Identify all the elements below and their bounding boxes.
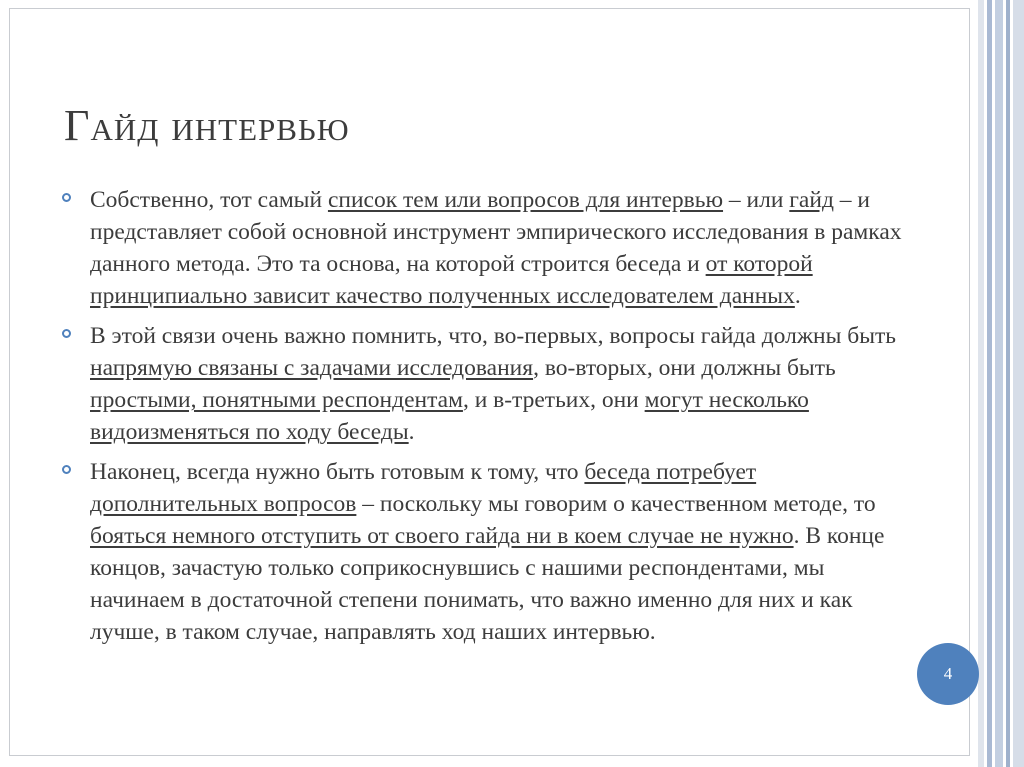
stripe — [978, 0, 984, 767]
stripe — [995, 0, 1003, 767]
bullet-item — [62, 184, 924, 312]
underlined-phrase: гайд — [789, 187, 834, 213]
page-number: 4 — [943, 664, 953, 683]
stripe — [1013, 0, 1024, 767]
bullet-item — [62, 320, 924, 448]
underlined-phrase: бояться немного отступить от своего гайда ни в коем случае не нужно — [90, 523, 794, 549]
bullet-list — [62, 184, 924, 656]
stripe — [1006, 0, 1010, 767]
text-segment: . — [408, 419, 415, 445]
text-segment: – и представляет собой основной инструмент эмпирического исследования в рамках данного метода. Это та основа, на которой строится беседа и — [90, 187, 902, 277]
text-segment: . — [794, 283, 801, 309]
underlined-phrase: от которой принципиально зависит качество полученных исследователем данных — [90, 251, 813, 309]
bullet-item — [62, 456, 924, 648]
underlined-phrase: напрямую связаны с задачами исследования — [90, 355, 534, 381]
text-segment: В этой связи очень важно помнить, что, во-первых, вопросы гайда должны быть — [90, 323, 897, 349]
stripe — [987, 0, 992, 767]
text-segment: Наконец, всегда нужно быть готовым к тому, что — [90, 459, 585, 485]
decorative-stripes — [978, 0, 1024, 767]
text-segment: Собственно, тот самый — [90, 187, 328, 213]
text-segment: , во-вторых, они должны быть — [533, 355, 836, 381]
bullet-icon — [62, 465, 71, 474]
bullet-icon — [62, 193, 71, 202]
underlined-phrase: простыми, понятными респондентам — [90, 387, 463, 413]
underlined-phrase: список тем или вопросов для интервью — [327, 187, 724, 213]
underlined-phrase: беседа потребует дополнительных вопросов — [90, 459, 757, 517]
slide-title: Гайд интервью — [64, 101, 350, 150]
text-segment: – или — [723, 187, 790, 213]
text-segment: – поскольку мы говорим о качественном методе, то — [356, 491, 876, 517]
text-segment: . В конце концов, зачастую только соприкоснувшись с нашими респондентами, мы начинаем в достаточной степени понимать, что важно именно для них и как лучше, в таком случае, направлять ход наших интервью. — [90, 523, 885, 645]
page-number-badge — [917, 643, 979, 705]
bullet-icon — [62, 329, 71, 338]
underlined-phrase: могут несколько видоизменяться по ходу беседы — [90, 387, 809, 445]
text-segment: , и в-третьих, они — [462, 387, 645, 413]
